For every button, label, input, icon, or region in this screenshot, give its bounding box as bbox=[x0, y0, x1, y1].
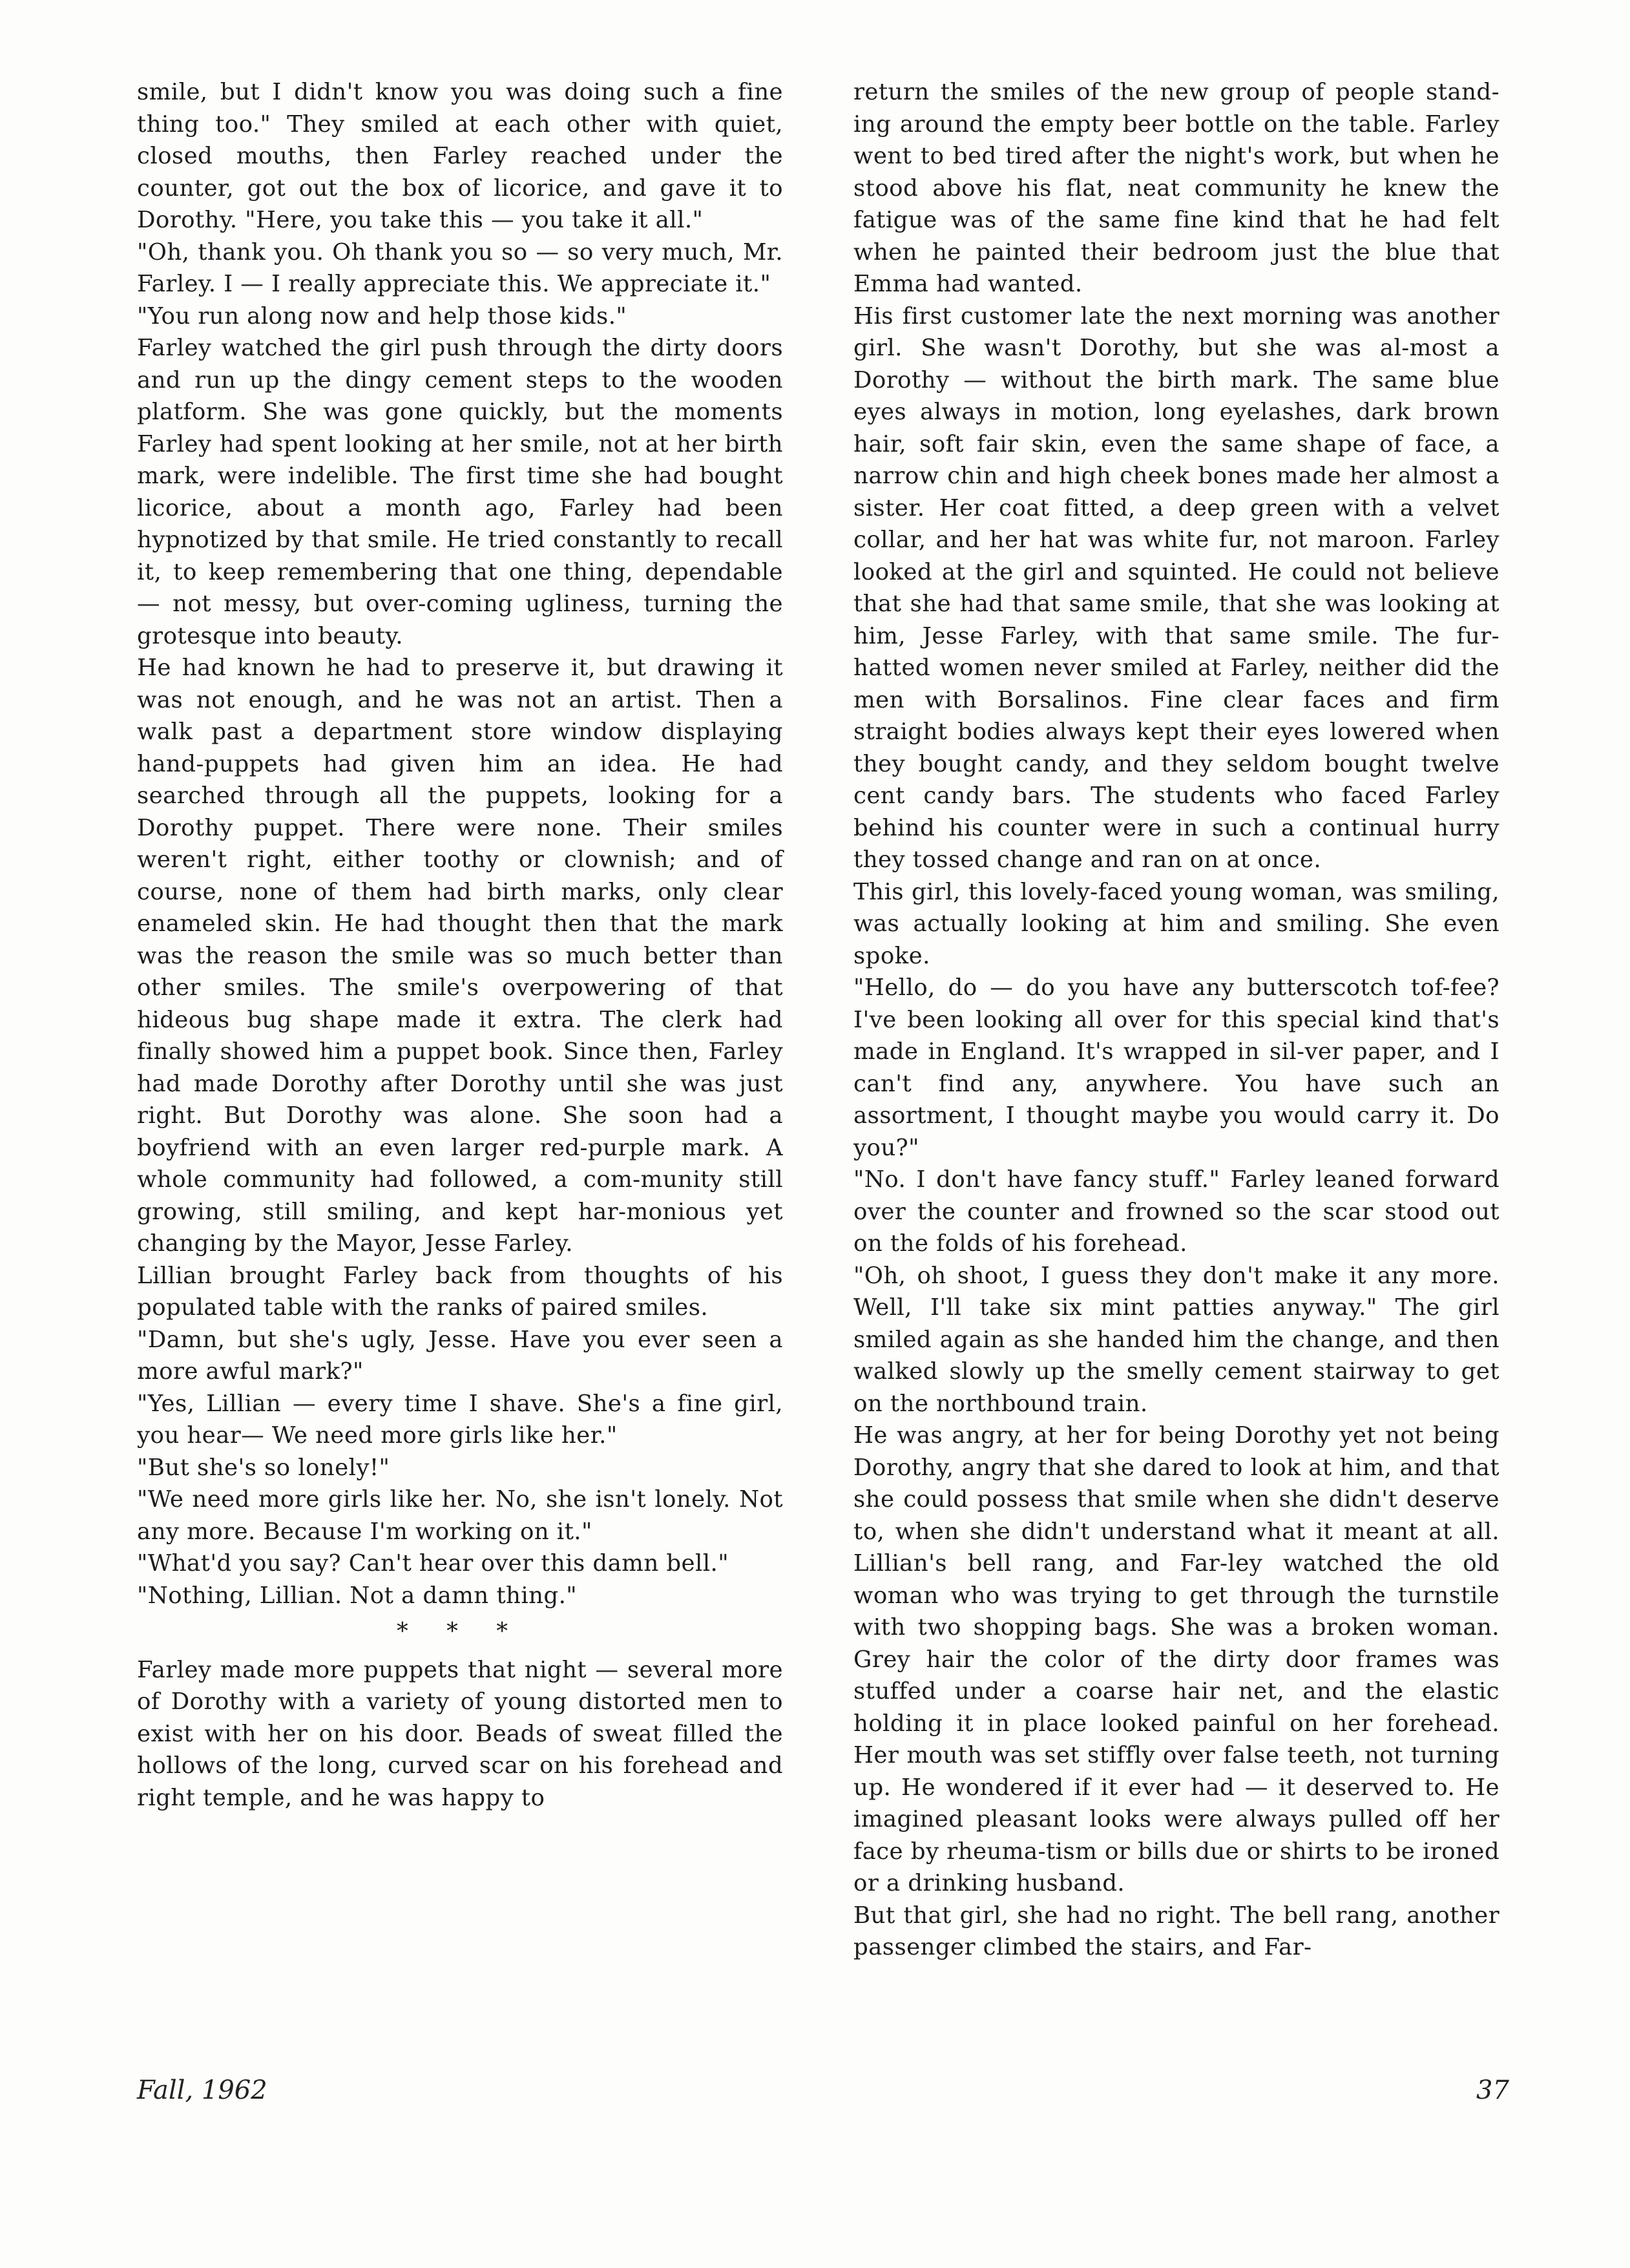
page-number: 37 bbox=[1476, 2075, 1509, 2105]
paragraph: He had known he had to preserve it, but drawing it was not enough, and he was not an artist. Then a walk past a department store window displaying hand-puppets had given him an idea. He had searched through all the puppets, looking for a Dorothy puppet. There were none. Their smiles weren't right, either toothy or clownish; and of course, none of them had birth marks, only clear enameled skin. He had thought then that the mark was the reason the smile was so much better than other smiles. The smile's overpowering of that hideous bug shape made it extra. The clerk had finally showed him a puppet book. Since then, Farley had made Dorothy after Dorothy until she was just right. But Dorothy was alone. She soon had a boyfriend with an even larger red-purple mark. A whole community had followed, a com-munity still growing, still smiling, and kept har-monious yet changing by the Mayor, Jesse Farley. bbox=[137, 655, 783, 1257]
paragraph: "Oh, oh shoot, I guess they don't make it any more. Well, I'll take six mint patties anyway." The girl smiled again as she handed him the change, and then walked slowly up the smelly cement stairway to get on the northbound train. bbox=[853, 1262, 1499, 1417]
paragraph: His first customer late the next morning was another girl. She wasn't Dorothy, but she was al-most a Dorothy — without the birth mark. The same blue eyes always in motion, long eyelashes, dark brown hair, soft fair skin, even the same shape of face, a narrow chin and high cheek bones made her almost a sister. Her coat fitted, a deep green with a velvet collar, and her hat was white fur, not maroon. Farley looked at the girl and squinted. He could not believe that she had that same smile, that she was looking at him, Jesse Farley, with that same smile. The fur-hatted women never smiled at Farley, neither did the men with Borsalinos. Fine clear faces and firm straight bodies always kept their eyes lowered when they bought candy, and they seldom bought twelve cent candy bars. The students who faced Farley behind his counter were in such a continual hurry they tossed change and ran on at once. bbox=[853, 302, 1499, 873]
paragraph: "Hello, do — do you have any butterscotch tof-fee? I've been looking all over for this special kind that's made in England. It's wrapped in sil-ver paper, and I can't find any, anywhere. You have such an assortment, I thought maybe you would carry it. Do you?" bbox=[853, 974, 1499, 1161]
paragraph: Farley made more puppets that night — several more of Dorothy with a variety of young distorted men to exist with her on his door. Beads of sweat filled the hollows of the long, curved scar on his forehead and right temple, and he was happy to bbox=[137, 1656, 783, 1811]
paragraph: This girl, this lovely-faced young woman, was smiling, was actually looking at him and smiling. She even spoke. bbox=[853, 878, 1499, 969]
right-column bbox=[853, 76, 1499, 1964]
paragraph: Farley watched the girl push through the dirty doors and run up the dingy cement steps to the wooden platform. She was gone quickly, but the moments Farley had spent looking at her smile, not at her birth mark, were indelible. The first time she had bought licorice, about a month ago, Farley had been hypnotized by that smile. He tried constantly to recall it, to keep remembering that one thing, dependable — not messy, but over-coming ugliness, turning the grotesque into beauty. bbox=[137, 335, 783, 649]
paragraph: "Oh, thank you. Oh thank you so — so very much, Mr. Farley. I — I really appreciate this. We appreciate it." bbox=[137, 238, 783, 297]
paragraph: "Yes, Lillian — every time I shave. She's a fine girl, you hear— We need more girls like her." bbox=[137, 1390, 783, 1449]
paragraph: "Nothing, Lillian. Not a damn thing." bbox=[137, 1582, 578, 1609]
paragraph: smile, but I didn't know you was doing such a fine thing too." They smiled at each other with quiet, closed mouths, then Farley reached under the counter, got out the box of licorice, and gave it to Dorothy. "Here, you take this — you take it all." bbox=[137, 79, 783, 233]
paragraph: But that girl, she had no right. The bell rang, another passenger climbed the stairs, and Far- bbox=[853, 1902, 1499, 1960]
paragraph: "We need more girls like her. No, she isn't lonely. Not any more. Because I'm working on it." bbox=[137, 1486, 783, 1545]
issue-date: Fall, 1962 bbox=[137, 2075, 267, 2105]
left-column bbox=[137, 76, 783, 1814]
paragraph: Lillian brought Farley back from thoughts of his populated table with the ranks of paired smiles. bbox=[137, 1262, 783, 1321]
paragraph: "No. I don't have fancy stuff." Farley leaned forward over the counter and frowned so the scar stood out on the folds of his forehead. bbox=[853, 1166, 1499, 1257]
paragraph: "You run along now and help those kids." bbox=[137, 302, 627, 330]
paragraph: "What'd you say? Can't hear over this damn bell." bbox=[137, 1550, 729, 1577]
section-separator: * * * bbox=[397, 1618, 523, 1644]
paragraph: return the smiles of the new group of people stand-ing around the empty beer bottle on the table. Farley went to bed tired after the night's work, but when he stood above his flat, neat community he knew the fatigue was of the same fine kind that he had felt when he painted their bedroom just the blue that Emma had wanted. bbox=[853, 79, 1499, 297]
paragraph: "But she's so lonely!" bbox=[137, 1454, 390, 1481]
paragraph: He was angry, at her for being Dorothy yet not being Dorothy, angry that she dared to look at him, and that she could possess that smile when she didn't deserve to, when she didn't understand what it meant at all. Lillian's bell rang, and Far-ley watched the old woman who was trying to get through the turnstile with two shopping bags. She was a broken woman. Grey hair the color of the dirty door frames was stuffed under a coarse hair net, and the elastic holding it in place looked painful on her forehead. Her mouth was set stiffly over false teeth, not turning up. He wondered if it ever had — it deserved to. He imagined pleasant looks were always pulled off her face by rheuma-tism or bills due or shirts to be ironed or a drinking husband. bbox=[853, 1422, 1499, 1896]
paragraph: "Damn, but she's ugly, Jesse. Have you ever seen a more awful mark?" bbox=[137, 1326, 783, 1385]
